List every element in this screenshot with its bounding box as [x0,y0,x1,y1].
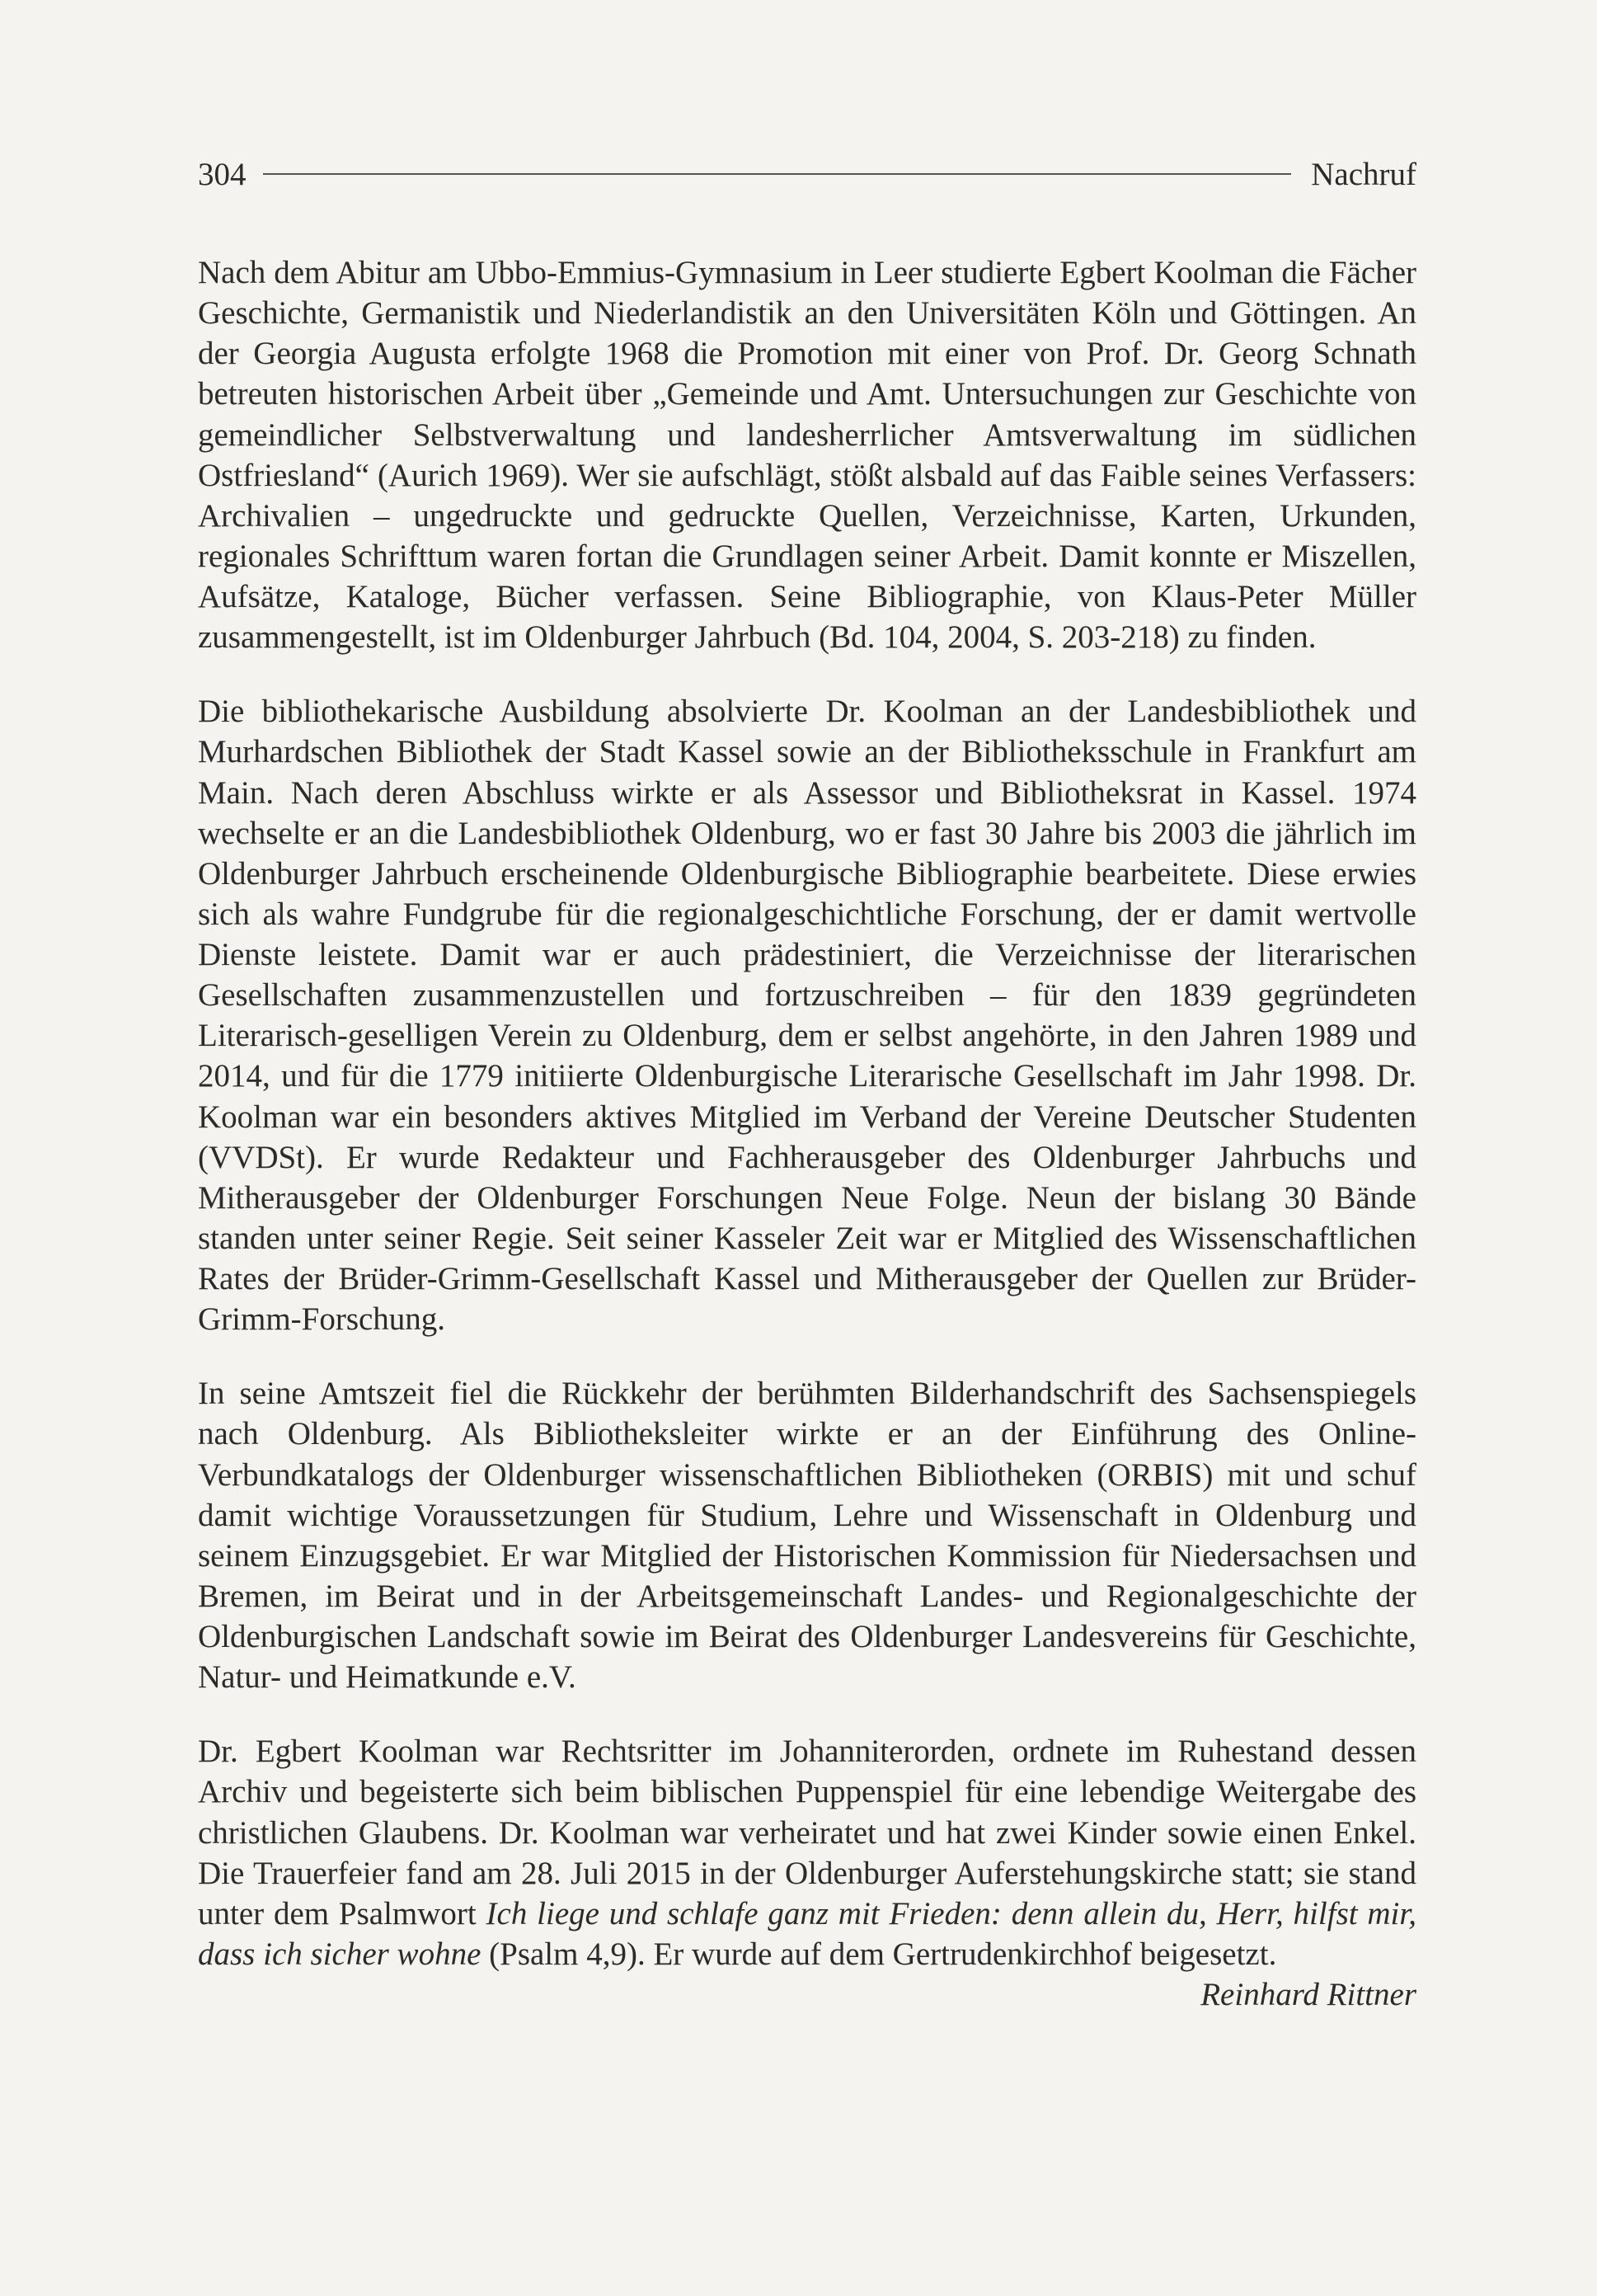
paragraph-library-training: Die bibliothekarische Ausbildung absolvierte Dr. Koolman an der Landesbibliothek und Murhardschen Bibliothek der Stadt Kassel sowie an der Bibliotheksschule in Frankfurt am Main. Nach deren Abschluss wirkte er als Assessor und Bibliotheksrat in Kassel. 1974 wechselte er an die Landesbibliothek Oldenburg, wo er fast 30 Jahre bis 2003 die jährlich im Oldenburger Jahrbuch erscheinende Oldenburgische Bibliographie bearbeitete. Diese erwies sich als wahre Fundgrube für die regionalgeschichtliche Forschung, der er damit wertvolle Dienste leistete. Damit war er auch prädestiniert, die Verzeichnisse der literarischen Gesellschaften zusammenzustellen und fortzuschreiben – für den 1839 gegründeten Literarisch-geselligen Verein zu Oldenburg, dem er selbst angehörte, in den Jahren 1989 und 2014, und für die 1779 initiierte Oldenburgische Literarische Gesellschaft im Jahr 1998. Dr. Koolman war ein besonders aktives Mitglied im Verband der Vereine Deutscher Studenten (VVDSt). Er wurde Redakteur und Fachherausgeber des Oldenburger Jahrbuchs und Mitherausgeber der Oldenburger Forschungen Neue Folge. Neun der bislang 30 Bände standen unter seiner Regie. Seit seiner Kasseler Zeit war er Mitglied des Wissenschaftlichen Rates der Brüder-Grimm-Gesellschaft Kassel und Mitherausgeber der Quellen zur Brüder-Grimm-Forschung. [198,694,1416,1338]
paragraph-personal-text: Dr. Egbert Koolman war Rechtsritter im Johanniterorden, ordnete im Ruhestand dessen Archiv und begeisterte sich beim biblischen Puppenspiel für eine lebendige Weitergabe des christlichen Glaubens. Dr. Koolman war verheiratet und hat zwei Kinder sowie einen Enkel. Die Trauerfeier fand am 28. Juli 2015 in der Oldenburger Auferstehungskirche statt; sie stand unter dem Psalmwort [198,1734,1416,1931]
psalm-quote: Ich liege und schlafe ganz mit Frieden: denn allein du, Herr, hilfst mir, dass ich sicher wohne [198,1895,1416,1972]
page-header [198,153,1416,195]
paragraph-tenure: In seine Amtszeit fiel die Rückkehr der berühmten Bilderhandschrift des Sachsenspiegels nach Oldenburg. Als Bibliotheksleiter wirkte er an der Einführung des Online-Verbundkatalogs der Oldenburger wissenschaftlichen Bibliotheken (ORBIS) mit und schuf damit wichtige Voraussetzungen für Studium, Lehre und Wissenschaft in Oldenburg und seinem Einzugsgebiet. Er war Mitglied der Historischen Kommission für Niedersachsen und Bremen, im Beirat und in der Arbeitsgemeinschaft Landes- und Regionalgeschichte der Oldenburgischen Landschaft sowie im Beirat des Oldenburger Landesvereins für Geschichte, Natur- und Heimatkunde e.V. [198,1376,1416,1696]
paragraph-education: Nach dem Abitur am Ubbo-Emmius-Gymnasium in Leer studierte Egbert Koolman die Fächer Geschichte, Germanistik und Niederlandistik an den Universitäten Köln und Göttingen. An der Georgia Augusta erfolgte 1968 die Promotion mit einer von Prof. Dr. Georg Schnath betreuten historischen Arbeit über „Gemeinde und Amt. Untersuchungen zur Geschichte von gemeindlicher Selbstverwaltung und landesherrlicher Amtsverwaltung im südlichen Ostfriesland“ (Aurich 1969). Wer sie aufschlägt, stößt alsbald auf das Faible seines Verfassers: Archivalien – ungedruckte und gedruckte Quellen, Verzeichnisse, Karten, Urkunden, regionales Schrifttum waren fortan die Grundlagen seiner Arbeit. Damit konnte er Miszellen, Aufsätze, Kataloge, Bücher verfassen. Seine Bibliographie, von Klaus-Peter Müller zusammengestellt, ist im Oldenburger Jahrbuch (Bd. 104, 2004, S. 203-218) zu finden. [198,255,1416,656]
page-number: 304 [198,156,247,192]
header-rule [263,173,1292,175]
paragraph-personal-ending: (Psalm 4,9). Er wurde auf dem Gertrudenkirchhof beigesetzt. [481,1936,1277,1972]
section-title: Nachruf [1311,156,1416,192]
author-signature: Reinhard Rittner [1200,1977,1416,2012]
article-body [198,252,1416,2015]
paragraph-personal [198,1731,1416,1974]
